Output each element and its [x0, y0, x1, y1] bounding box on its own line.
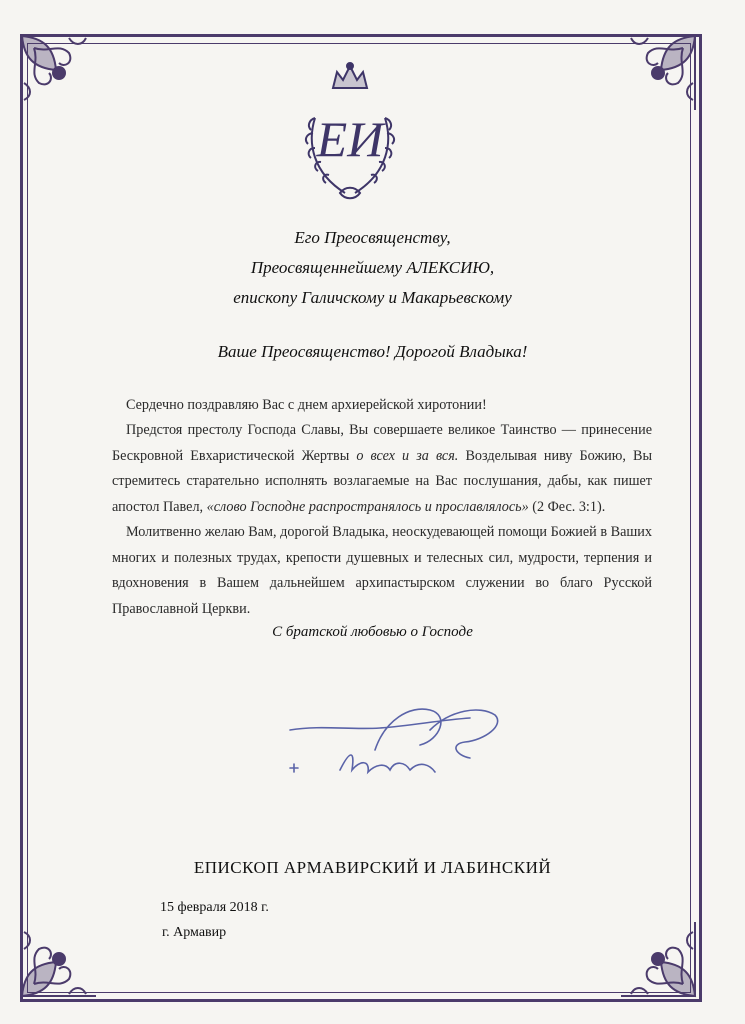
paragraph-2-text-a: Предстоя престолу Господа Славы, Вы совершаете великое Таинство — принесение Бескровной Евхаристической Жертвы: [112, 422, 652, 464]
monogram-crest-icon: [285, 58, 415, 208]
corner-ornament-icon: [14, 914, 104, 1004]
letter-date: 15 февраля 2018 г.: [160, 900, 269, 915]
handwritten-signature: [280, 690, 530, 800]
corner-ornament-icon: [613, 28, 703, 118]
corner-ornament-icon: [613, 914, 703, 1004]
paragraph-2-italic-a: о всех и за вся.: [356, 447, 459, 464]
paragraph-2-text-c: (2 Фес. 3:1).: [528, 498, 606, 515]
paragraph-2-text-b: Возделывая ниву Божию, Вы стремитесь старательно исполнять возлагаемые на Вас послушания, дабы, как пишет апостол Павел,: [112, 447, 652, 515]
address-line-1: Его Преосвященству,: [294, 228, 451, 247]
address-line-2: Преосвященнейшему АЛЕКСИЮ,: [250, 258, 495, 277]
sender-title: ЕПИСКОП АРМАВИРСКИЙ И ЛАБИНСКИЙ: [193, 858, 552, 877]
paragraph-1: Сердечно поздравляю Вас с днем архиерейской хиротонии!: [126, 397, 487, 413]
letter-city: г. Армавир: [162, 925, 227, 940]
corner-ornament-icon: [14, 28, 104, 118]
paragraph-3: Молитвенно желаю Вам, дорогой Владыка, неоскудевающей помощи Божией в Ваших многих и полезных трудах, крепости душевных и телесных сил, мудрости, терпения и вдохновения в Вашем дальнейшем архипастырском служении во благо Русской Православной Церкви.: [112, 524, 652, 617]
paragraph-2-quote: «слово Господне распространялось и прославлялось»: [206, 498, 529, 515]
monogram-letters: EИ: [316, 111, 384, 167]
greeting: Ваше Преосвященство! Дорогой Владыка!: [217, 342, 528, 361]
paragraph-2: [112, 418, 652, 520]
address-line-3: епископу Галичскому и Макарьевскому: [233, 288, 512, 307]
closing-phrase: С братской любовью о Господе: [272, 624, 473, 640]
